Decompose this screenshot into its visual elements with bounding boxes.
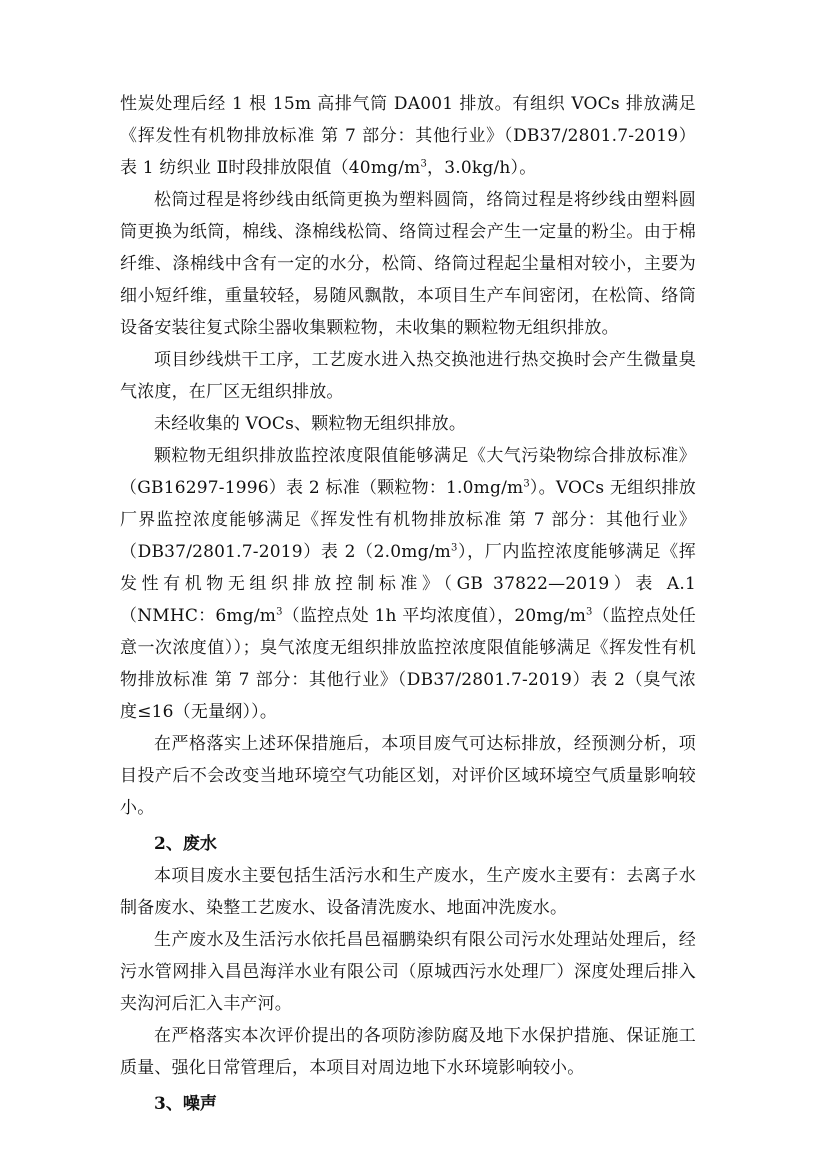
text-run: ），厂内监控浓度能够满足《挥发性有机物无组织排放控制标准》（GB 37822—2019）表 A.1（NMHC：6mg/m (120, 542, 696, 626)
paragraph-winding-dust (120, 184, 696, 344)
paragraph-drying-odor (120, 344, 696, 408)
superscript: 3 (586, 606, 593, 618)
superscript: 3 (420, 158, 428, 170)
paragraph-air-conclusion (120, 728, 696, 824)
paragraph-wastewater-types (120, 860, 696, 924)
text-run: 在严格落实本次评价提出的各项防渗防腐及地下水保护措施、保证施工质量、强化日常管理后，本项目对周边地下水环境影响较小。 (120, 1026, 696, 1078)
section-heading-noise (120, 1088, 696, 1120)
paragraph-emission-standards (120, 440, 696, 728)
text-run: 项目纱线烘干工序，工艺废水进入热交换池进行热交换时会产生微量臭气浓度，在厂区无组织排放。 (120, 350, 696, 402)
text-run: 颗粒物无组织排放监控浓度限值能够满足《大气污染物综合排放标准》（GB16297-1996）表 2 标准（颗粒物：1.0mg/m (120, 446, 696, 498)
superscript: 3 (276, 606, 283, 618)
text-run: 性炭处理后经 1 根 15m 高排气筒 DA001 排放。有组织 VOCs 排放满足《挥发性有机物排放标准 第 7 部分：其他行业》（DB37/2801.7-2019）表 1 纺织业 Ⅱ时段排放限值（40mg/m (120, 94, 696, 178)
document-page (120, 88, 696, 1120)
text-run: 3、噪声 (154, 1094, 217, 1114)
text-run: 生产废水及生活污水依托昌邑福鹏染织有限公司污水处理站处理后，经污水管网排入昌邑海洋水业有限公司（原城西污水处理厂）深度处理后排入夹沟河后汇入丰产河。 (120, 930, 696, 1014)
text-run: ，3.0kg/h）。 (427, 158, 537, 178)
text-run: 本项目废水主要包括生活污水和生产废水，生产废水主要有：去离子水制备废水、染整工艺废水、设备清洗废水、地面冲洗废水。 (120, 866, 696, 918)
paragraph-wastewater-treatment (120, 924, 696, 1020)
text-run: ）。VOCs 无组织排放厂界监控浓度能够满足《挥发性有机物排放标准 第 7 部分：其他行业》（DB37/2801.7-2019）表 2（2.0mg/m (120, 478, 696, 562)
text-run: 2、废水 (154, 834, 217, 854)
section-heading-wastewater (120, 828, 696, 860)
superscript: 3 (523, 478, 530, 490)
text-run: 未经收集的 VOCs、颗粒物无组织排放。 (154, 414, 467, 434)
text-run: （监控点处任意一次浓度值））；臭气浓度无组织排放监控浓度限值能够满足《挥发性有机物排放标准 第 7 部分：其他行业》（DB37/2801.7-2019）表 2（臭气浓度≤16（无量纲））。 (120, 606, 696, 722)
text-run: （监控点处 1h 平均浓度值），20mg/m (282, 606, 587, 626)
text-run: 松筒过程是将纱线由纸筒更换为塑料圆筒，络筒过程是将纱线由塑料圆筒更换为纸筒，棉线、涤棉线松筒、络筒过程会产生一定量的粉尘。由于棉纤维、涤棉线中含有一定的水分，松筒、络筒过程起尘量相对较小，主要为细小短纤维，重量较轻，易随风飘散，本项目生产车间密闭，在松筒、络筒设备安装往复式除尘器收集颗粒物，未收集的颗粒物无组织排放。 (120, 190, 696, 338)
paragraph-groundwater-protection (120, 1020, 696, 1084)
paragraph-unorganized-emission (120, 408, 696, 440)
superscript: 3 (450, 542, 458, 554)
text-run: 在严格落实上述环保措施后，本项目废气可达标排放，经预测分析，项目投产后不会改变当地环境空气功能区划，对评价区域环境空气质量影响较小。 (120, 734, 696, 818)
paragraph-exhaust-gas-continuation (120, 88, 696, 184)
